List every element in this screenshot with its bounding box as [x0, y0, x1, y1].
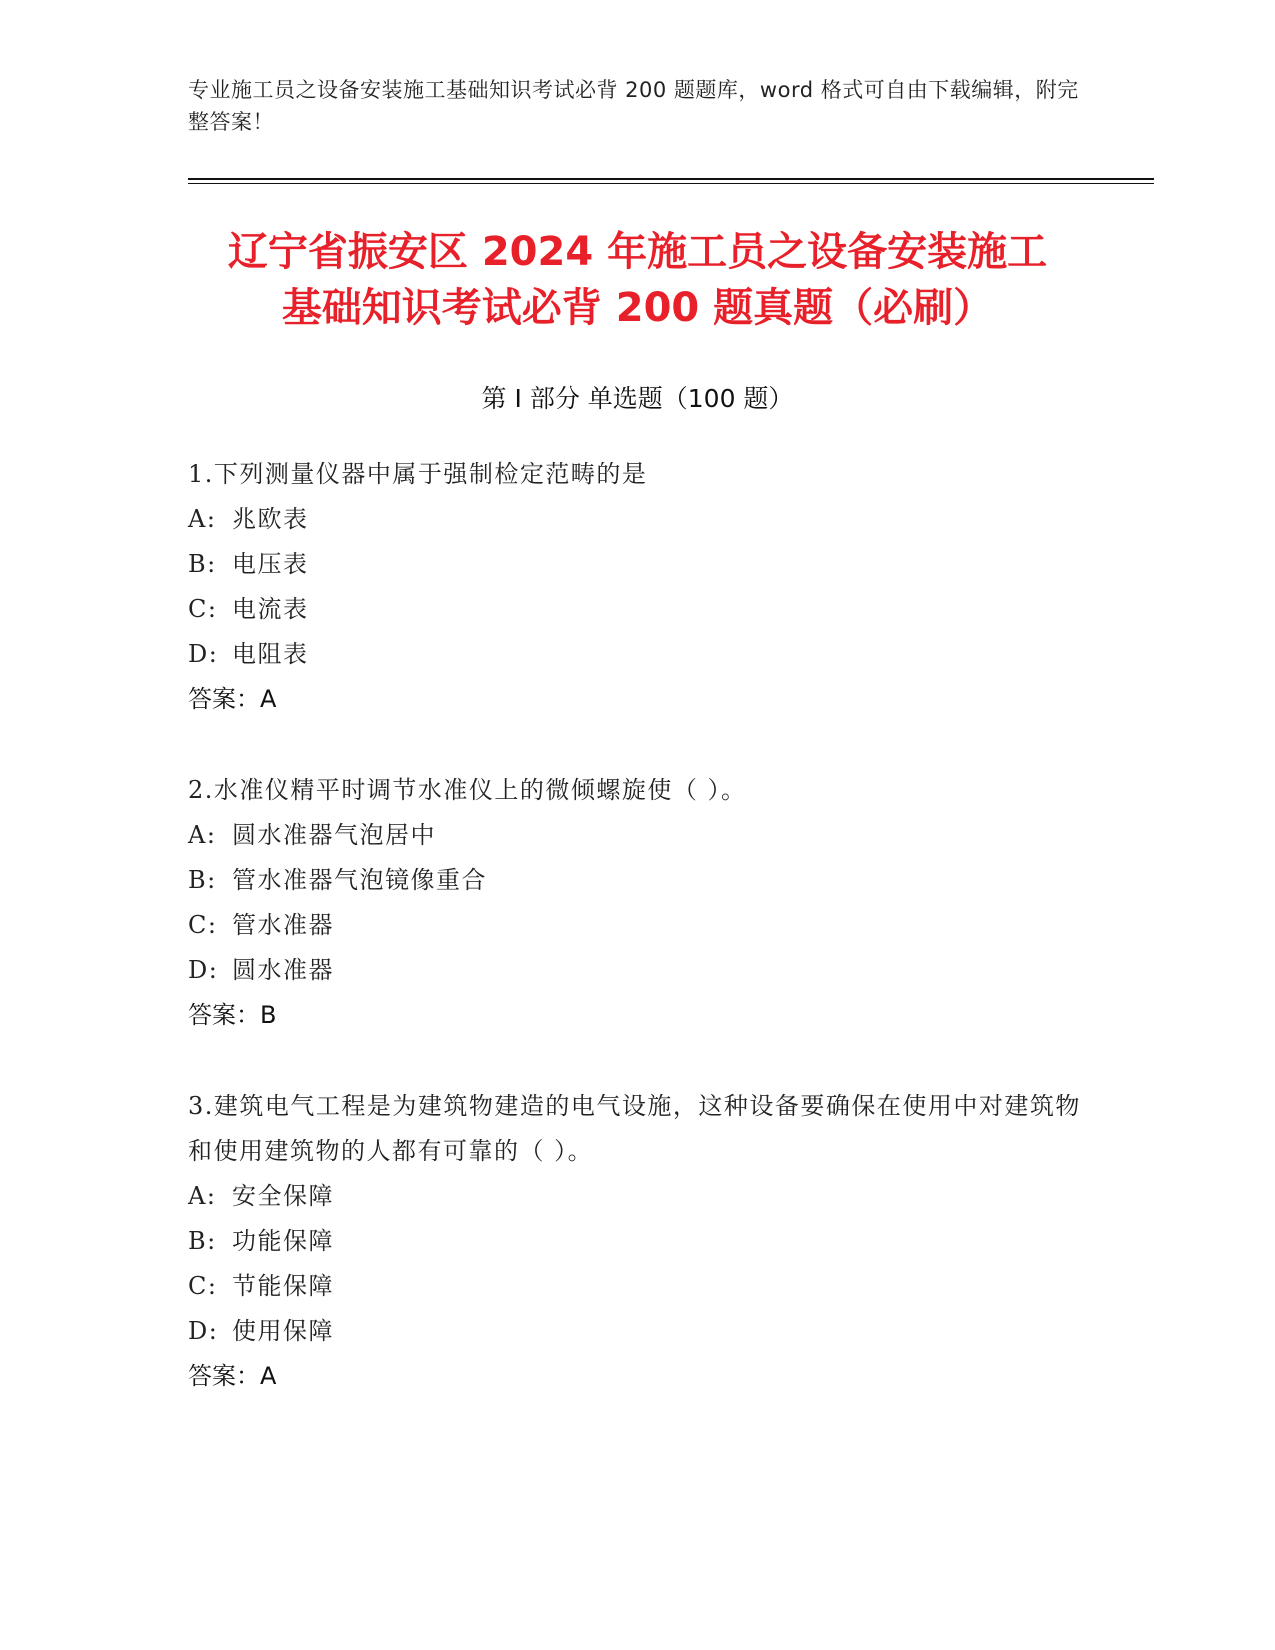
- option-text: 安全保障: [232, 1182, 334, 1210]
- document-title: [0, 224, 1275, 336]
- header-divider: [188, 178, 1154, 180]
- option-text: 圆水准器气泡居中: [232, 821, 436, 849]
- question-3: [188, 1084, 1088, 1399]
- option-text: 电压表: [232, 550, 309, 578]
- option-letter: B:: [188, 1227, 217, 1255]
- header-divider-thin: [188, 183, 1154, 184]
- option-c: [188, 587, 1088, 632]
- option-letter: A:: [188, 1182, 217, 1210]
- answer: 答案：A: [188, 1362, 277, 1390]
- question-1: [188, 452, 1088, 722]
- option-d: [188, 632, 1088, 677]
- option-letter: D:: [188, 1317, 219, 1345]
- option-letter: A:: [188, 821, 217, 849]
- option-a: [188, 1174, 1088, 1219]
- option-letter: C:: [188, 595, 218, 623]
- option-letter: B:: [188, 866, 217, 894]
- option-letter: C:: [188, 911, 218, 939]
- option-text: 节能保障: [232, 1272, 334, 1300]
- option-d: [188, 1309, 1088, 1354]
- title-line-1: 辽宁省振安区 2024 年施工员之设备安装施工: [227, 229, 1048, 275]
- option-c: [188, 903, 1088, 948]
- option-a: [188, 497, 1088, 542]
- question-stem: 3.建筑电气工程是为建筑物建造的电气设施，这种设备要确保在使用中对建筑物和使用建筑物的人都有可靠的（ ）。: [188, 1092, 1081, 1165]
- option-letter: C:: [188, 1272, 218, 1300]
- title-line-2: 基础知识考试必背 200 题真题（必刷）: [281, 285, 994, 331]
- question-stem: 2.水准仪精平时调节水准仪上的微倾螺旋使（ ）。: [188, 776, 747, 804]
- option-letter: B:: [188, 550, 217, 578]
- option-b: [188, 1219, 1088, 1264]
- answer: 答案：B: [188, 1001, 277, 1029]
- option-text: 电流表: [232, 595, 309, 623]
- option-letter: D:: [188, 956, 219, 984]
- option-text: 兆欧表: [232, 505, 309, 533]
- option-text: 管水准器: [232, 911, 334, 939]
- option-letter: A:: [188, 505, 217, 533]
- option-text: 功能保障: [232, 1227, 334, 1255]
- option-text: 使用保障: [232, 1317, 334, 1345]
- option-b: [188, 858, 1088, 903]
- section-title: 第 I 部分 单选题（100 题）: [481, 384, 794, 413]
- option-c: [188, 1264, 1088, 1309]
- option-b: [188, 542, 1088, 587]
- answer: 答案：A: [188, 685, 277, 713]
- question-2: [188, 768, 1088, 1038]
- option-letter: D:: [188, 640, 219, 668]
- option-text: 管水准器气泡镜像重合: [232, 866, 487, 894]
- question-stem: 1.下列测量仪器中属于强制检定范畴的是: [188, 460, 648, 488]
- header-note: 专业施工员之设备安装施工基础知识考试必背 200 题题库，word 格式可自由下载编辑，附完整答案！: [188, 78, 1079, 134]
- option-text: 电阻表: [232, 640, 309, 668]
- option-text: 圆水准器: [232, 956, 334, 984]
- option-d: [188, 948, 1088, 993]
- option-a: [188, 813, 1088, 858]
